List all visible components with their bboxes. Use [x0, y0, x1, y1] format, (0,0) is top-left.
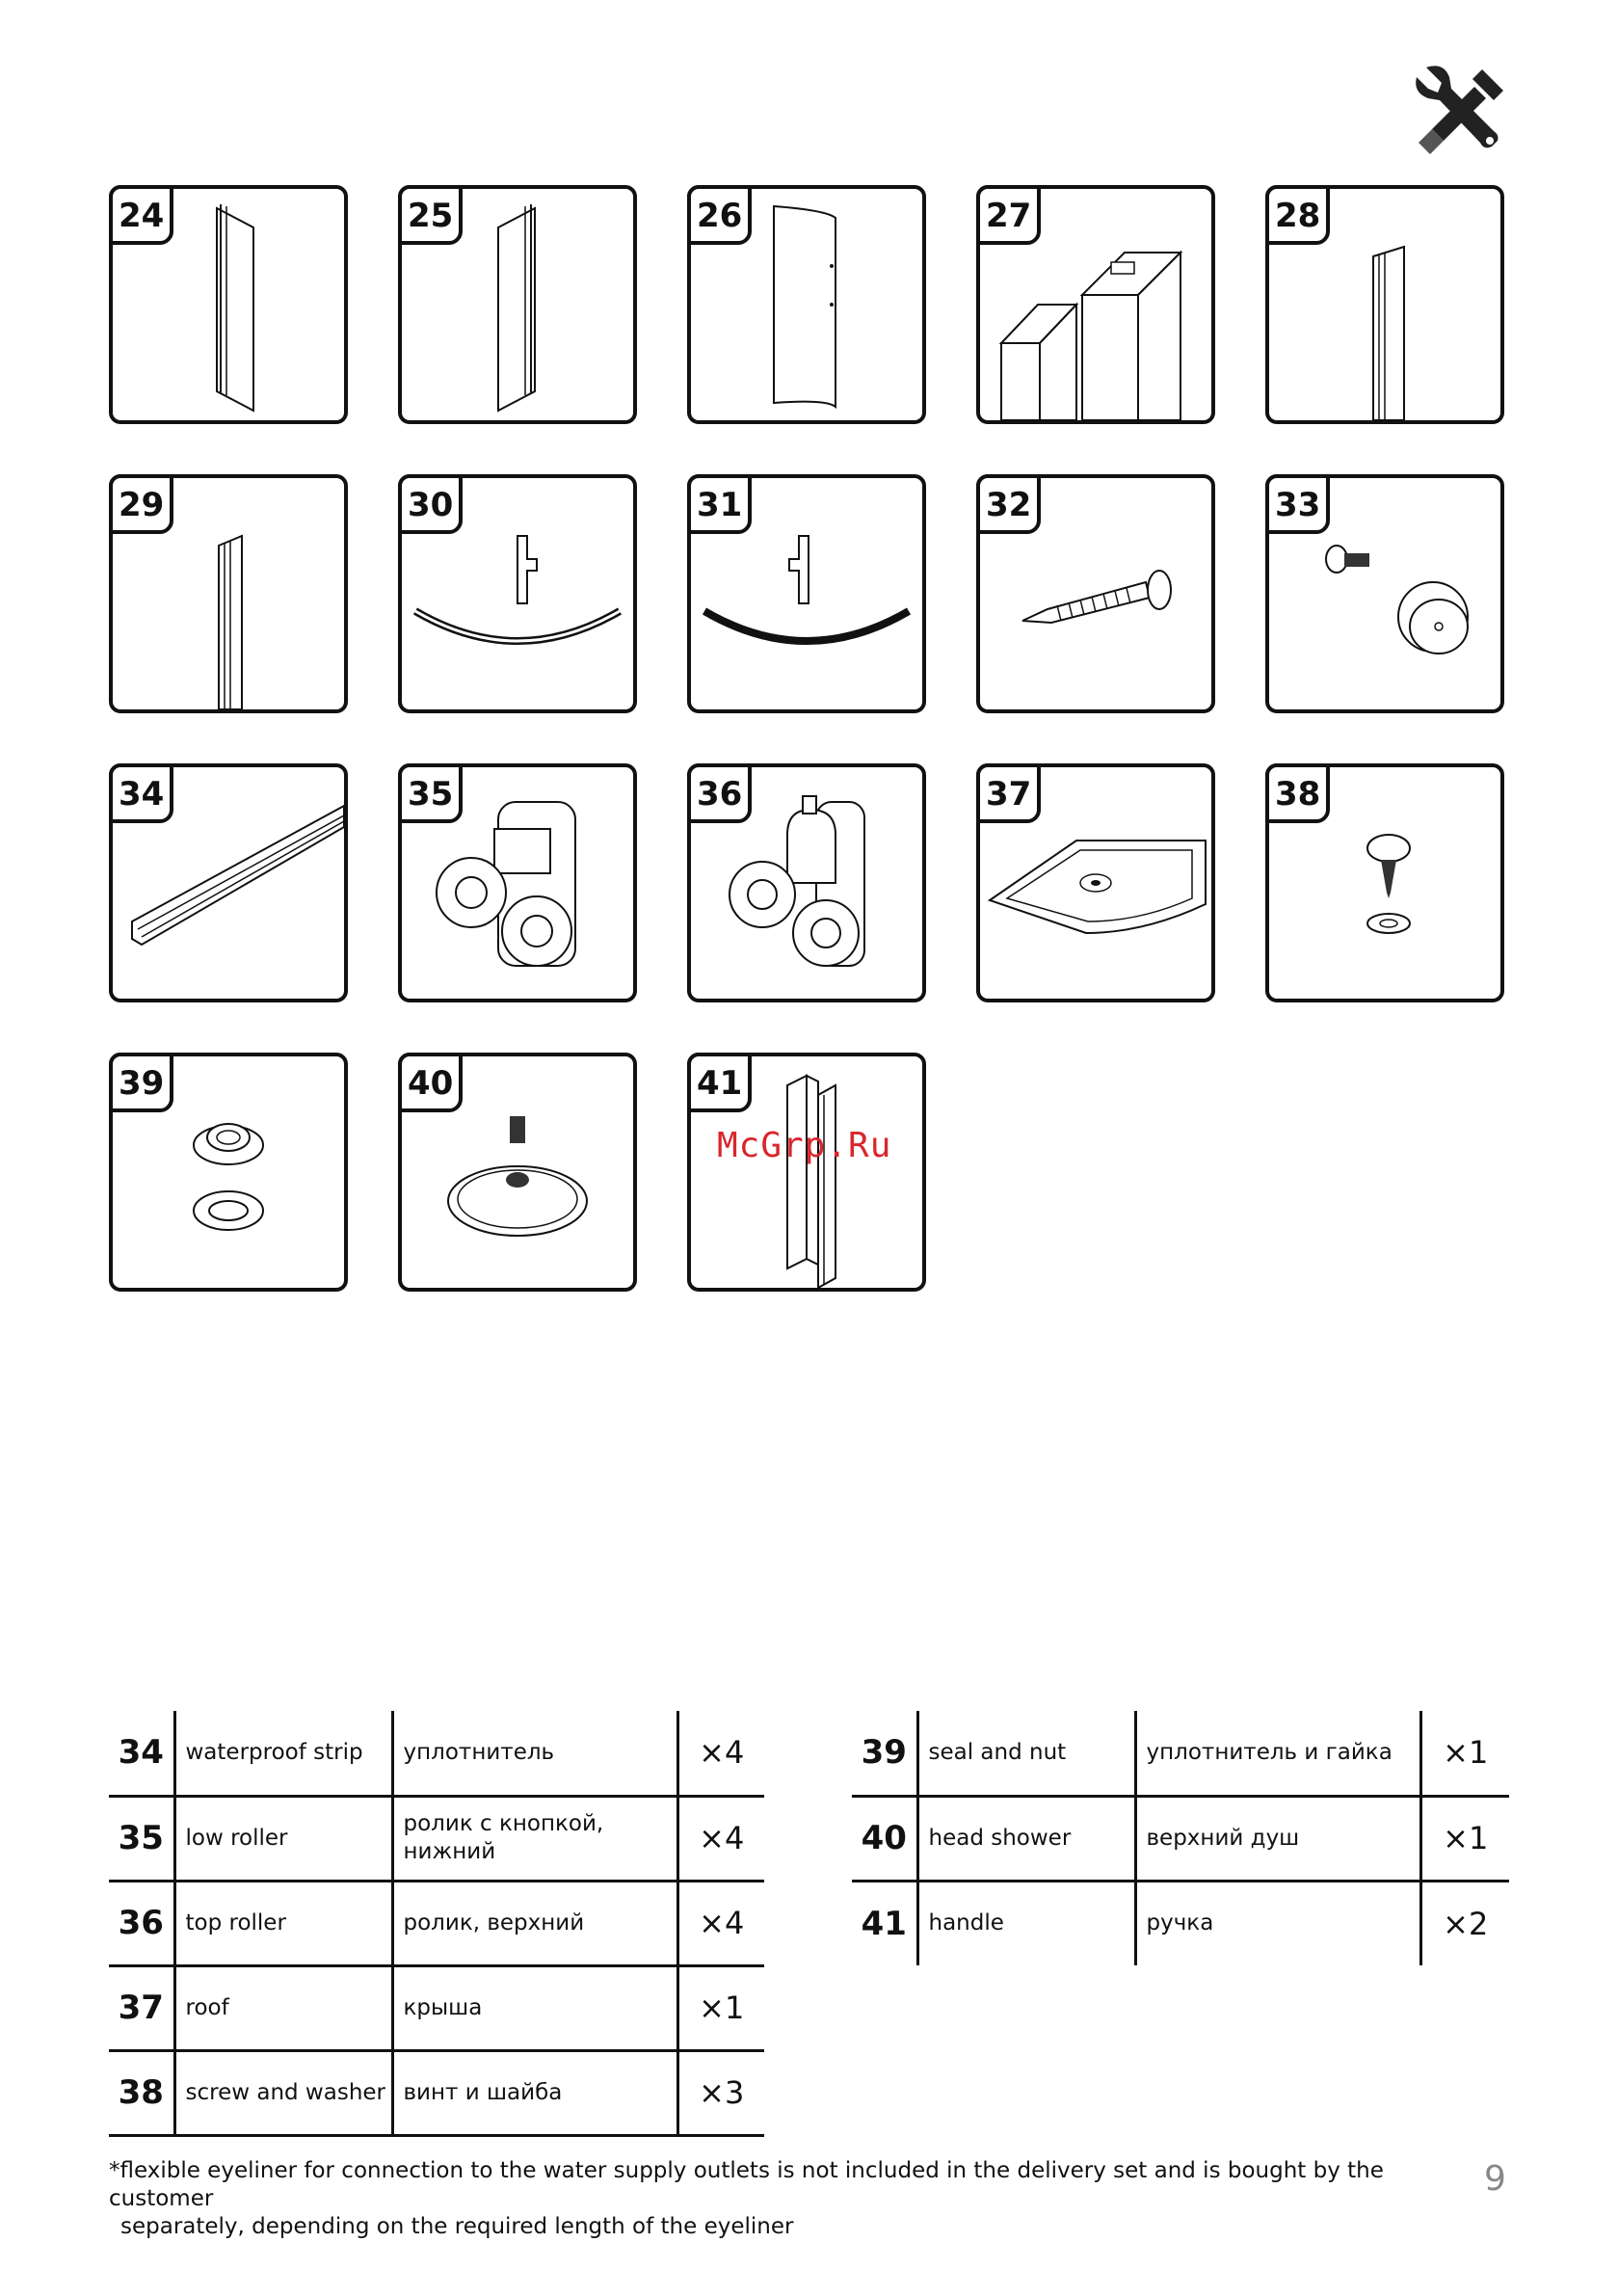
tile-number: 32	[976, 474, 1041, 534]
table-row	[852, 1711, 1509, 1796]
part-name-ru: ручка	[1135, 1881, 1420, 1965]
tile-number: 25	[398, 185, 463, 245]
part-tile-29	[109, 474, 348, 713]
part-number: 36	[109, 1881, 174, 1965]
watermark: McGrp.Ru	[717, 1126, 892, 1165]
tools-icon	[1413, 64, 1509, 160]
part-name-ru: винт и шайба	[392, 2050, 677, 2135]
footnote-line-2: separately, depending on the required length of the eyeliner	[120, 2214, 794, 2239]
footnote	[109, 2157, 1439, 2241]
tile-number: 39	[109, 1053, 173, 1112]
table-row	[852, 1881, 1509, 1965]
part-tile-30	[398, 474, 637, 713]
part-tile-38	[1265, 763, 1504, 1002]
parts-table-left	[109, 1711, 764, 2137]
tile-number: 24	[109, 185, 173, 245]
table-row	[109, 2050, 764, 2135]
part-number: 39	[852, 1711, 917, 1796]
part-name-ru: уплотнитель и гайка	[1135, 1711, 1420, 1796]
part-name-en: low roller	[174, 1796, 392, 1881]
part-name-ru: ролик, верхний	[392, 1881, 677, 1965]
tile-number: 38	[1265, 763, 1330, 823]
part-quantity: ×1	[1420, 1711, 1509, 1796]
tile-number: 31	[687, 474, 752, 534]
part-name-ru: ролик с кнопкой,	[403, 1811, 604, 1836]
part-tile-33	[1265, 474, 1504, 713]
part-tile-24	[109, 185, 348, 424]
table-row	[109, 1796, 764, 1881]
part-quantity: ×1	[677, 1965, 764, 2050]
part-tile-36	[687, 763, 926, 1002]
page-number: 9	[1484, 2159, 1506, 2199]
part-name-en: roof	[174, 1965, 392, 2050]
tile-number: 40	[398, 1053, 463, 1112]
part-quantity: ×2	[1443, 1905, 1489, 1942]
tile-number: 35	[398, 763, 463, 823]
table-row	[852, 1796, 1509, 1881]
tile-number: 30	[398, 474, 463, 534]
part-number: 38	[109, 2050, 174, 2135]
part-tile-41	[687, 1053, 926, 1292]
tile-number: 28	[1265, 185, 1330, 245]
part-name-en: handle	[917, 1881, 1135, 1965]
part-tile-28	[1265, 185, 1504, 424]
part-tile-31	[687, 474, 926, 713]
part-quantity: ×4	[677, 1881, 764, 1965]
part-name-ru: верхний душ	[1135, 1796, 1420, 1881]
tile-number: 37	[976, 763, 1041, 823]
part-tile-37	[976, 763, 1215, 1002]
part-name-en: head shower	[917, 1796, 1135, 1881]
part-quantity: ×1	[1420, 1796, 1509, 1881]
part-number: 35	[109, 1796, 174, 1881]
part-number: 41	[852, 1881, 917, 1965]
tile-number: 29	[109, 474, 173, 534]
part-name-en: waterproof strip	[174, 1711, 392, 1796]
tile-number: 36	[687, 763, 752, 823]
part-quantity: ×3	[677, 2050, 764, 2135]
part-tile-26	[687, 185, 926, 424]
parts-table-right	[852, 1711, 1509, 1965]
part-tile-39	[109, 1053, 348, 1292]
table-row	[109, 1881, 764, 1965]
part-tile-32	[976, 474, 1215, 713]
part-name-ru: крыша	[392, 1965, 677, 2050]
part-tile-34	[109, 763, 348, 1002]
tile-number: 33	[1265, 474, 1330, 534]
part-number: 34	[109, 1711, 174, 1796]
part-quantity: ×4	[677, 1711, 764, 1796]
part-tile-40	[398, 1053, 637, 1292]
part-number: 40	[852, 1796, 917, 1881]
footnote-line-1: *flexible eyeliner for connection to the water supply outlets is not included in the delivery set and is bought by the customer	[109, 2158, 1384, 2211]
part-name-en: screw and washer	[174, 2050, 392, 2135]
tile-number: 26	[687, 185, 752, 245]
part-name-ru-line2: нижний	[403, 1839, 496, 1864]
part-tile-25	[398, 185, 637, 424]
table-row	[109, 1711, 764, 1796]
part-name-en: seal and nut	[917, 1711, 1135, 1796]
tile-number: 34	[109, 763, 173, 823]
part-tile-35	[398, 763, 637, 1002]
part-number: 37	[109, 1965, 174, 2050]
table-row	[109, 1965, 764, 2050]
part-tile-27	[976, 185, 1215, 424]
part-name-en: top roller	[174, 1881, 392, 1965]
part-name-ru: уплотнитель	[392, 1711, 677, 1796]
part-name-ru-cell	[392, 1796, 677, 1881]
part-quantity: ×4	[677, 1796, 764, 1881]
tile-number: 41	[687, 1053, 752, 1112]
tile-number: 27	[976, 185, 1041, 245]
